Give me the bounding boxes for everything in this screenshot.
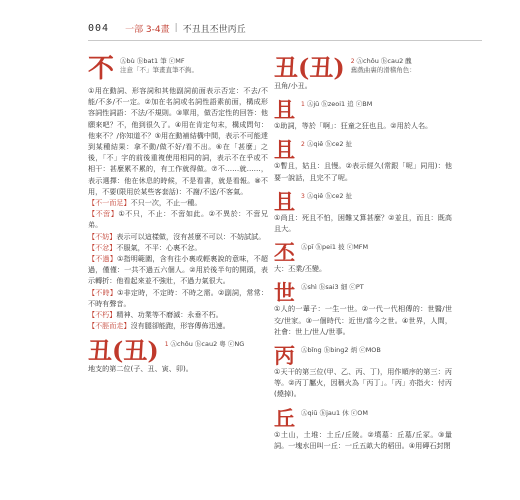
page-header (88, 18, 482, 38)
pronunciation: Ⓐjū ⓑzeoi1 追 ⓒBM (306, 100, 373, 109)
usage-note: 注意「不」筆畫直筆不鉤。 (120, 66, 199, 74)
definition-body (274, 303, 452, 337)
compound-term: 【不過】 (88, 254, 117, 264)
pronunciation-info (301, 283, 364, 292)
compound-term: 【不忿】 (88, 242, 117, 252)
definition-body (274, 263, 452, 274)
sense-number: 2 (350, 58, 355, 65)
pronunciation-info (301, 100, 372, 109)
sense-number: 2 (301, 141, 305, 149)
pronunciation-info (301, 140, 352, 149)
definition-text: ①人的一輩子：一生一世。②一代一代相傳的：世醫/世交/世家。③一個時代：近世/當今之世。④世界，人間，社會：世上/世人/世事。 (274, 304, 452, 336)
pronunciation: Ⓐshì ⓑsai3 細 ⓒPT (301, 283, 364, 292)
headword-char: 世 (274, 280, 295, 306)
compound-definition: ①不只，不止：不啻如此。②不異於：不啻兄弟。 (88, 209, 269, 230)
entry-chou-1 (88, 336, 268, 374)
pronunciation: Ⓐbǐng ⓑbing2 炳 ⓒMOB (301, 346, 381, 355)
entry-qie-3 (274, 188, 452, 234)
sense-number: 1 (164, 341, 169, 349)
definition-text: ①用在動詞、形容詞和其他副詞前面表示否定：不去/不能/不多/不一定。②加在名詞或名詞性語素前面，構成形容詞性詞語：不法/不規則。③單用，做否定性的回答：他願來吧？不，他到很久了。④用在肯定句末，構成問句：他來不？/你知道不？⑤用在動補結構中間，表示不可能達到某種結果：拿不動/做不好/看不出。⑥在「甚麼」之後，「不」字的前後重複使用相同的詞，表示不在乎或不相干：甚麼累不累的，有工作就得做。⑦不……就……，表示選擇：他在休息的時候，不是看書，就是看報。⑧不用，不要(限用於某些客套話)：不謝/不送/不客氣。 (88, 86, 268, 196)
pronunciation: Ⓐqiě ⓑce2 扯 (306, 140, 353, 149)
compound-definition: 不只一次，不止一種。 (130, 198, 202, 208)
compound-term: 【不脛而走】 (88, 321, 131, 331)
pronunciation: Ⓐbù ⓑbat1 筆 ⓒMF (120, 57, 185, 65)
definition-body (88, 85, 268, 331)
pronunciation-info (301, 346, 381, 355)
definition-text: ①暫且，姑且：且慢。②表示經久(常跟「呢」同用)：他要一說話，且完不了呢。 (274, 161, 452, 182)
definition-body (274, 80, 452, 91)
compound-entry (88, 253, 268, 287)
entry-shi (274, 282, 452, 337)
compound-definition: 不服氣，不平：心裏不忿。 (116, 242, 202, 252)
headword-char: 且 (274, 137, 295, 163)
right-column (274, 53, 452, 459)
compound-term: 【不一而足】 (88, 198, 131, 208)
definition-text: ①天干的第三位(甲、乙、丙、丁)，用作順序的第三：丙等。②丙丁屬火，因稱火為「丙丁」。「丙」亦指火：付丙(燒掉)。 (274, 367, 452, 399)
definition-text: 大：丕業/丕變。 (274, 264, 327, 274)
pronunciation: Ⓐchǒu ⓑcau2 醜 (356, 57, 412, 65)
pronunciation-info (301, 243, 368, 252)
pronunciation: Ⓐpī ⓑpei1 披 ⓒMFM (301, 243, 369, 252)
definition-body (274, 366, 452, 400)
entry-chou-2 (274, 53, 452, 91)
compound-definition: 精神、功業等不磨滅：永垂不朽。 (116, 310, 223, 320)
definition-body (274, 120, 452, 131)
definition-text: ①尚且：死且不怕，困難又算甚麼？②並且，而且：既高且大。 (274, 212, 452, 234)
compound-entry (88, 208, 268, 230)
pronunciation-info (351, 57, 416, 75)
pronunciation-info (120, 57, 198, 75)
compound-term: 【不朽】 (88, 310, 117, 320)
left-column (88, 56, 268, 383)
pronunciation: Ⓐqiě ⓑce2 扯 (306, 191, 353, 200)
headword-char: 丕 (274, 240, 295, 266)
definition-text: 丑角/小丑。 (274, 81, 312, 90)
compound-entry (88, 309, 268, 320)
compound-term: 【不啻】 (88, 209, 119, 219)
header-separator: | (174, 23, 178, 33)
entry-bu (88, 56, 268, 331)
compound-entry (88, 287, 268, 309)
compound-entry (88, 197, 268, 208)
definition-body (274, 212, 452, 234)
entry-bing (274, 345, 452, 400)
compound-entry (88, 320, 268, 331)
entry-ju (274, 99, 452, 131)
entry-qie-2 (274, 139, 452, 182)
definition-lead: 舊戲曲裏的滑稽角色： (350, 66, 416, 74)
compound-term: 【不妨】 (88, 231, 117, 241)
headword-char: 且 (274, 97, 295, 123)
sense-number: 3 (301, 192, 305, 200)
pronunciation-info (301, 409, 368, 418)
headword-char: 丑(丑) (88, 336, 159, 366)
compound-term: 【不時】 (88, 287, 118, 297)
page-number: 004 (88, 22, 110, 34)
definition-body (88, 363, 268, 374)
definition-text: 地支的第二位(子、丑、寅、卯)。 (88, 364, 193, 374)
compound-definition: ①非定時，不定時：不時之需。②副詞，常常：不時有聲音。 (88, 287, 268, 308)
entry-pi (274, 242, 452, 274)
headword-char: 丑(丑) (274, 53, 345, 82)
pronunciation: Ⓐchǒu ⓑcau2 粵 ⓒNG (170, 340, 245, 349)
pronunciation: Ⓐqiū ⓑjau1 休 ⓒOM (301, 408, 369, 417)
headword-char: 不 (88, 54, 115, 84)
definition-text: ①土山，土堆：土丘/丘陵。②墳墓：丘墓/丘冢。③量詞。一塊水田叫一丘：一丘五畝大的稻田。④用磚石封閉 (274, 429, 452, 450)
header-rule (88, 40, 482, 41)
compound-definition: 表示可以這樣做，沒有甚麼不可以：不妨試試。 (116, 231, 266, 241)
entry-qiu (274, 405, 452, 451)
headword-char: 且 (274, 188, 295, 214)
compound-definition: 沒有腿卻能跑，形容傳佈迅速。 (130, 321, 230, 331)
compound-definition: ①指明範圍，含有往小裏或輕裏說的意味，不超過，僅僅：一共不過五六個人。②用於後半句的開頭，表示轉折：他看起來並不強壯，不過力氣很大。 (88, 254, 269, 286)
headword-char: 丙 (274, 343, 295, 369)
compound-entry (88, 231, 268, 242)
definition-body (274, 160, 452, 182)
section-label: 一部 3-4畫 (125, 24, 170, 35)
character-range: 不丑且丕世丙丘 (182, 24, 246, 35)
headword-char: 丘 (274, 405, 295, 431)
pronunciation-info (165, 340, 245, 349)
sense-number: 1 (301, 101, 305, 109)
definition-body (274, 429, 452, 451)
compound-entry (88, 242, 268, 253)
pronunciation-info (301, 192, 352, 201)
definition-text: ①助詞，等於「啊」：狂童之狂也且。②用於人名。 (274, 121, 433, 131)
